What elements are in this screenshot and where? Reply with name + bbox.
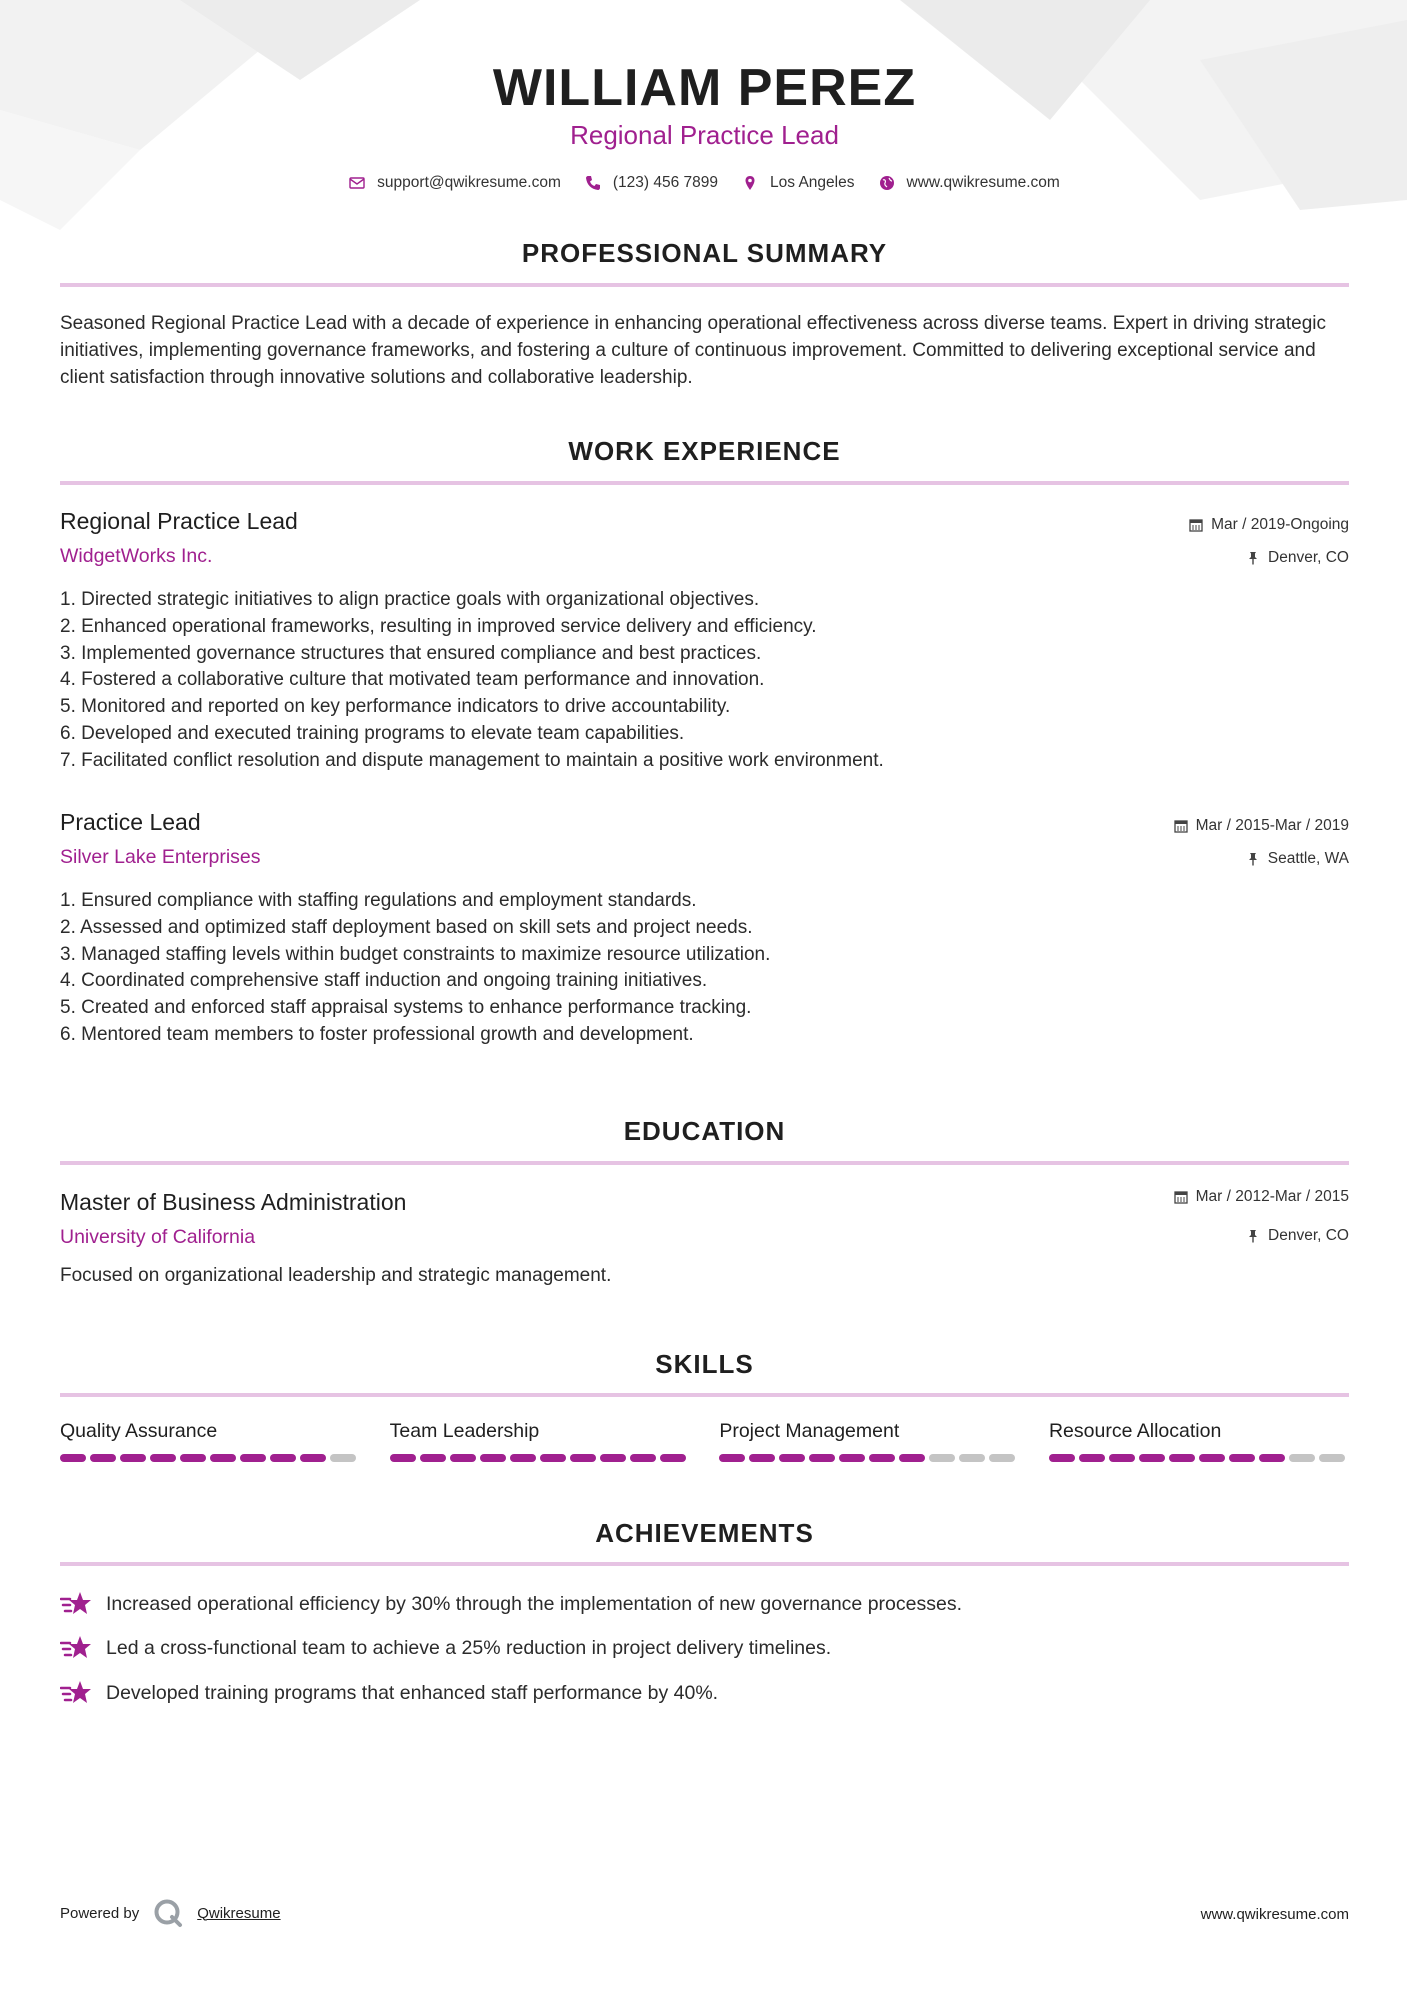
skill-segment-filled bbox=[1139, 1454, 1165, 1462]
map-pin-icon bbox=[742, 175, 758, 191]
skill-segment-filled bbox=[1049, 1454, 1075, 1462]
achievement-item bbox=[60, 1634, 831, 1662]
skill-segment-filled bbox=[1079, 1454, 1105, 1462]
skill-segment-filled bbox=[869, 1454, 895, 1462]
list-item: 5. Created and enforced staff appraisal systems to enhance performance tracking. bbox=[60, 997, 752, 1019]
footer-powered-by bbox=[60, 1898, 281, 1928]
skill-segment-filled bbox=[420, 1454, 446, 1462]
achievements-divider bbox=[60, 1562, 1349, 1566]
skill-item bbox=[719, 1420, 1019, 1462]
education-school: University of California bbox=[60, 1226, 256, 1248]
list-item: 3. Implemented governance structures that ensured compliance and best practices. bbox=[60, 642, 762, 664]
candidate-title: Regional Practice Lead bbox=[570, 120, 839, 150]
summary-heading: PROFESSIONAL SUMMARY bbox=[521, 238, 888, 268]
summary-text: Seasoned Regional Practice Lead with a decade of experience in enhancing operational effectiveness across diverse teams. Expert in driving strategic initiatives, implementing governance frameworks, and fostering a culture of continuous improvement. Committed to delivering exceptional service and client satisfaction through innovative solutions and collaborative leadership. bbox=[60, 313, 1327, 388]
list-item: 1. Directed strategic initiatives to align practice goals with organizational objectives. bbox=[60, 589, 760, 610]
skill-item bbox=[60, 1420, 360, 1462]
skill-segment-empty bbox=[330, 1454, 356, 1462]
skill-segment-filled bbox=[510, 1454, 536, 1462]
job-1-title: Regional Practice Lead bbox=[60, 508, 298, 534]
job-2-title: Practice Lead bbox=[60, 809, 201, 835]
contact-website[interactable] bbox=[879, 174, 1060, 192]
education-dates-text: Mar / 2012-Mar / 2015 bbox=[1195, 1188, 1349, 1205]
skill-segment-filled bbox=[749, 1454, 775, 1462]
achievements-heading: ACHIEVEMENTS bbox=[595, 1518, 814, 1548]
candidate-name: WILLIAM PEREZ bbox=[492, 59, 917, 117]
skill-level-bar bbox=[1049, 1454, 1349, 1462]
resume-page bbox=[60, 0, 1349, 1990]
skills-list bbox=[60, 1420, 1349, 1462]
skill-segment-filled bbox=[1259, 1454, 1285, 1462]
list-item: 4. Coordinated comprehensive staff induction and ongoing training initiatives. bbox=[60, 970, 708, 992]
skills-divider bbox=[60, 1393, 1349, 1397]
skills-heading: SKILLS bbox=[655, 1349, 754, 1379]
education-degree: Master of Business Administration bbox=[60, 1189, 407, 1215]
job-2-dates-text: Mar / 2015-Mar / 2019 bbox=[1195, 817, 1349, 834]
skill-segment-filled bbox=[540, 1454, 566, 1462]
experience-heading: WORK EXPERIENCE bbox=[568, 436, 841, 466]
skill-name: Team Leadership bbox=[389, 1420, 540, 1442]
contact-email[interactable] bbox=[349, 174, 561, 192]
skill-segment-empty bbox=[929, 1454, 955, 1462]
job-1-company: WidgetWorks Inc. bbox=[60, 545, 213, 567]
skill-segment-filled bbox=[719, 1454, 745, 1462]
shooting-star-icon bbox=[60, 1634, 92, 1662]
skill-segment-filled bbox=[899, 1454, 925, 1462]
list-item: 7. Facilitated conflict resolution and dispute management to maintain a positive work environment. bbox=[60, 749, 884, 771]
skill-segment-filled bbox=[1109, 1454, 1135, 1462]
education-dates bbox=[1174, 1188, 1349, 1206]
skill-segment-filled bbox=[180, 1454, 206, 1462]
phone-text: (123) 456 7899 bbox=[612, 174, 719, 191]
job-1-location bbox=[1246, 549, 1349, 567]
job-1-bullets bbox=[60, 587, 1349, 775]
list-item: 2. Enhanced operational frameworks, resulting in improved service delivery and efficiency. bbox=[60, 615, 817, 637]
skill-level-bar bbox=[60, 1454, 360, 1462]
envelope-icon bbox=[349, 175, 365, 191]
list-item: 1. Ensured compliance with staffing regulations and employment standards. bbox=[60, 890, 697, 911]
skill-segment-filled bbox=[150, 1454, 176, 1462]
education-heading: EDUCATION bbox=[623, 1116, 786, 1146]
skill-segment-filled bbox=[450, 1454, 476, 1462]
skill-segment-filled bbox=[210, 1454, 236, 1462]
powered-by-label: Powered by bbox=[60, 1904, 140, 1922]
skill-segment-filled bbox=[1169, 1454, 1195, 1462]
pushpin-icon bbox=[1246, 551, 1260, 565]
globe-icon bbox=[879, 175, 895, 191]
skill-segment-filled bbox=[630, 1454, 656, 1462]
skill-segment-filled bbox=[390, 1454, 416, 1462]
skill-segment-empty bbox=[989, 1454, 1015, 1462]
skill-item bbox=[1049, 1420, 1349, 1462]
list-item: 6. Mentored team members to foster professional growth and development. bbox=[60, 1023, 694, 1045]
job-2-location-text: Seattle, WA bbox=[1267, 850, 1349, 867]
skill-segment-empty bbox=[1289, 1454, 1315, 1462]
experience-divider bbox=[60, 481, 1349, 485]
skill-segment-filled bbox=[839, 1454, 865, 1462]
job-2-location bbox=[1246, 850, 1349, 868]
education-description: Focused on organizational leadership and strategic management. bbox=[60, 1265, 612, 1286]
pushpin-icon bbox=[1246, 852, 1260, 866]
summary-divider bbox=[60, 283, 1349, 287]
contact-location bbox=[742, 174, 854, 192]
footer-website[interactable]: www.qwikresume.com bbox=[1200, 1906, 1349, 1923]
achievement-text: Led a cross-functional team to achieve a 25% reduction in project delivery timelines. bbox=[106, 1636, 832, 1659]
achievement-item bbox=[60, 1679, 718, 1707]
skill-segment-filled bbox=[600, 1454, 626, 1462]
skill-segment-filled bbox=[660, 1454, 686, 1462]
calendar-icon bbox=[1189, 518, 1203, 532]
list-item: 5. Monitored and reported on key performance indicators to drive accountability. bbox=[60, 696, 731, 718]
shooting-star-icon bbox=[60, 1590, 92, 1618]
job-1-dates bbox=[1189, 516, 1349, 534]
education-location bbox=[1246, 1227, 1349, 1245]
skill-segment-filled bbox=[1229, 1454, 1255, 1462]
skill-segment-filled bbox=[240, 1454, 266, 1462]
skill-name: Quality Assurance bbox=[60, 1420, 218, 1442]
list-item: 4. Fostered a collaborative culture that motivated team performance and innovation. bbox=[60, 669, 765, 691]
skill-segment-filled bbox=[270, 1454, 296, 1462]
skill-segment-filled bbox=[1199, 1454, 1225, 1462]
achievement-text: Developed training programs that enhanced staff performance by 40%. bbox=[106, 1681, 719, 1704]
list-item: 6. Developed and executed training programs to elevate team capabilities. bbox=[60, 722, 685, 744]
website-text: www.qwikresume.com bbox=[906, 174, 1060, 191]
skill-segment-filled bbox=[809, 1454, 835, 1462]
job-1-location-text: Denver, CO bbox=[1268, 549, 1349, 566]
job-2-company: Silver Lake Enterprises bbox=[60, 846, 261, 868]
job-1-dates-text: Mar / 2019-Ongoing bbox=[1211, 516, 1349, 533]
skill-segment-filled bbox=[779, 1454, 805, 1462]
skill-segment-filled bbox=[570, 1454, 596, 1462]
pushpin-icon bbox=[1246, 1229, 1260, 1243]
contact-bar bbox=[60, 174, 1349, 192]
skill-segment-filled bbox=[90, 1454, 116, 1462]
email-text: support@qwikresume.com bbox=[377, 174, 561, 191]
skill-item bbox=[390, 1420, 690, 1462]
education-divider bbox=[60, 1161, 1349, 1165]
skill-level-bar bbox=[719, 1454, 1019, 1462]
skill-segment-filled bbox=[300, 1454, 326, 1462]
skill-name: Resource Allocation bbox=[1048, 1420, 1222, 1442]
qwikresume-link[interactable]: Qwikresume bbox=[197, 1904, 281, 1922]
achievement-item bbox=[60, 1590, 962, 1618]
skill-level-bar bbox=[390, 1454, 690, 1462]
shooting-star-icon bbox=[60, 1679, 92, 1707]
calendar-icon bbox=[1174, 1190, 1188, 1204]
location-text: Los Angeles bbox=[770, 174, 855, 191]
contact-phone[interactable] bbox=[585, 174, 718, 192]
calendar-icon bbox=[1174, 819, 1188, 833]
job-2-dates bbox=[1174, 817, 1349, 835]
skill-segment-filled bbox=[480, 1454, 506, 1462]
skill-segment-empty bbox=[1319, 1454, 1345, 1462]
achievement-text: Increased operational efficiency by 30% through the implementation of new governance processes. bbox=[106, 1592, 962, 1615]
skill-segment-filled bbox=[60, 1454, 86, 1462]
education-location-text: Denver, CO bbox=[1268, 1227, 1349, 1244]
skill-segment-empty bbox=[959, 1454, 985, 1462]
qwikresume-logo-icon bbox=[153, 1898, 183, 1928]
skill-segment-filled bbox=[120, 1454, 146, 1462]
phone-icon bbox=[585, 175, 601, 191]
skill-name: Project Management bbox=[719, 1420, 900, 1442]
job-2-bullets bbox=[60, 888, 1349, 1049]
list-item: 2. Assessed and optimized staff deployment based on skill sets and project needs. bbox=[60, 916, 753, 938]
list-item: 3. Managed staffing levels within budget constraints to maximize resource utilization. bbox=[60, 943, 771, 965]
